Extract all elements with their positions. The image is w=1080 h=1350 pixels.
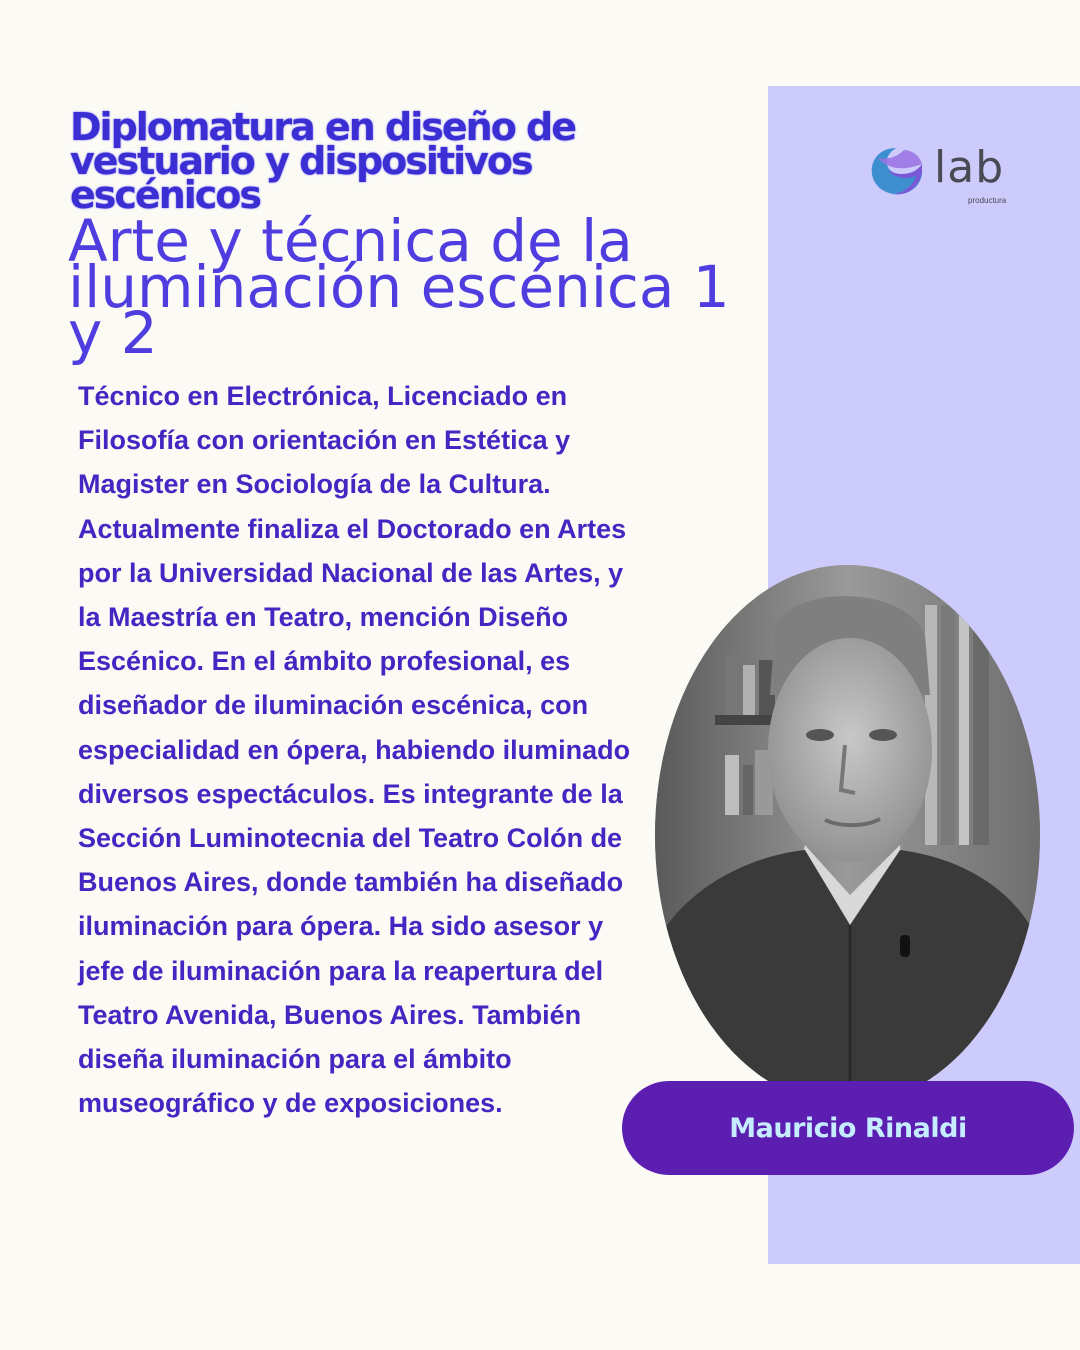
logo-wordmark: lab (934, 142, 1005, 193)
name-badge (622, 1081, 1074, 1175)
brand-logo (868, 142, 1018, 210)
logo-subtitle: productura (968, 196, 1007, 205)
program-title: Diplomatura en diseño de vestuario y dispositivos escénicos (70, 105, 576, 217)
wave-logo-icon (868, 146, 924, 198)
portrait-illustration (655, 565, 1040, 1105)
bio-text: Técnico en Electrónica, Licenciado en Filosofía con orientación en Estética y Magister en Sociología de la Cultura. Actualmente finaliza el Doctorado en Artes por la Universidad Nacional de las Artes, y la Maestría en Teatro, mención Diseño Escénico. En el ámbito profesional, es diseñador de iluminación escénica, con especialidad en ópera, habiendo iluminado diversos espectáculos. Es integrante de la Sección Luminotecnia del Teatro Colón de Buenos Aires, donde también ha diseñado iluminación para ópera. Ha sido asesor y jefe de iluminación para la reapertura del Teatro Avenida, Buenos Aires. También diseña iluminación para el ámbito museográfico y de exposiciones. (78, 381, 631, 1119)
portrait-photo (655, 565, 1040, 1105)
course-title: Arte y técnica de la iluminación escénica 1 y 2 (68, 207, 730, 367)
person-name: Mauricio Rinaldi (729, 1112, 967, 1144)
